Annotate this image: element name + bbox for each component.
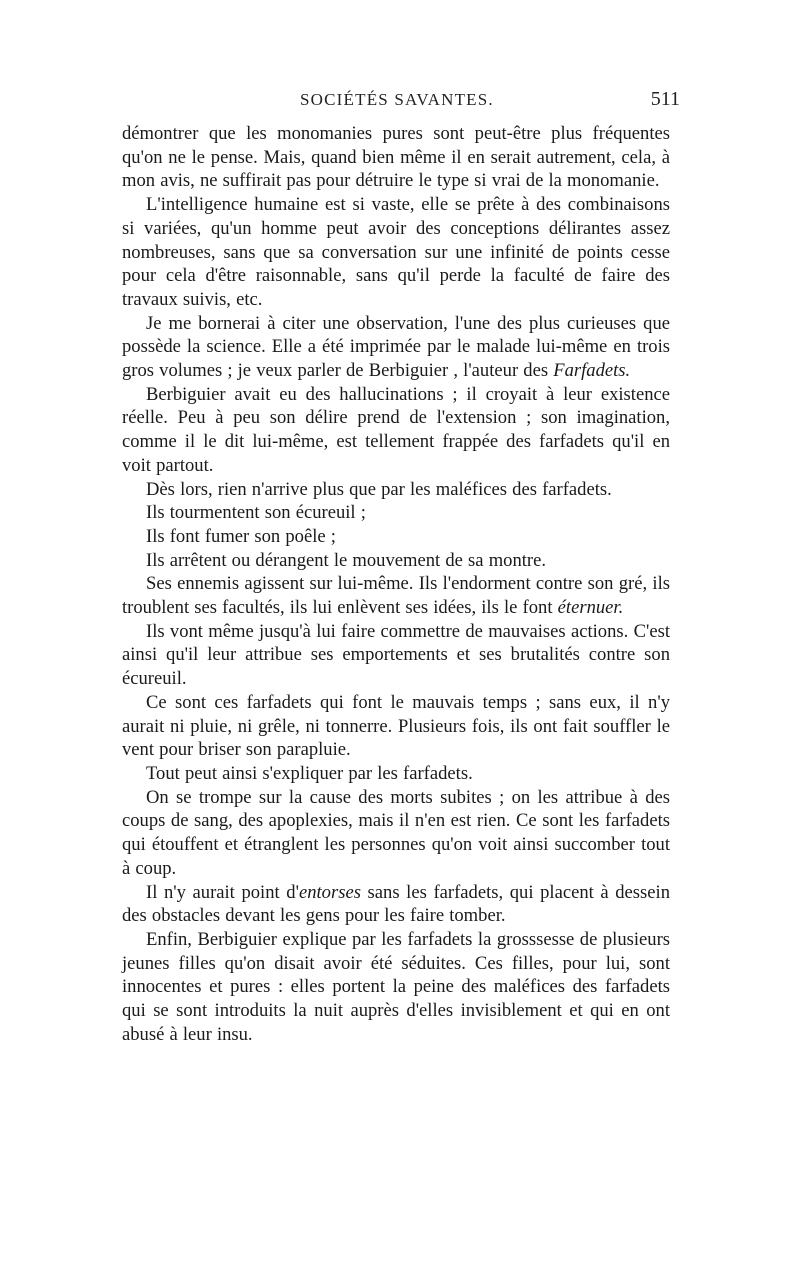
paragraph-text: Ses ennemis agissent sur lui-même. Ils l'endorment contre son gré, ils troublent ses facultés, ils lui enlèvent ses idées, ils le font xyxy=(122,573,670,619)
paragraph-15 xyxy=(122,928,670,1047)
paragraph-text: Ils vont même jusqu'à lui faire commettre de mauvaises actions. C'est ainsi qu'il leur attribue ses emportements et ses brutalités contre son écureuil. xyxy=(122,620,670,690)
paragraph-text: On se trompe sur la cause des morts subites ; on les attribue à des coups de sang, des apoplexies, mais il n'en est rien. Ce sont les farfadets qui étouffent et étranglent les personnes qu'on voit ainsi succomber tout à coup. xyxy=(122,786,670,879)
paragraph-text: Je me bornerai à citer une observation, l'une des plus curieuses que possède la science. Elle a été imprimée par le malade lui-même en trois gros volumes ; je veux parler de Berbiguier , l'auteur des xyxy=(122,312,670,382)
paragraph-9 xyxy=(122,572,670,619)
paragraph-text: Dès lors, rien n'arrive plus que par les maléfices des farfadets. xyxy=(146,478,612,500)
italic-word: entorses xyxy=(298,881,361,903)
body-text xyxy=(122,122,670,1046)
paragraph-text: Tout peut ainsi s'expliquer par les farfadets. xyxy=(146,762,473,784)
italic-word: éternuer. xyxy=(557,597,624,619)
paragraph-4 xyxy=(122,383,670,478)
paragraph-13 xyxy=(122,786,670,881)
running-title: SOCIÉTÉS SAVANTES. xyxy=(300,90,494,109)
paragraph-7 xyxy=(122,525,670,549)
paragraph-11 xyxy=(122,691,670,762)
paragraph-5 xyxy=(122,478,670,502)
running-head xyxy=(120,88,680,118)
paragraph-text: démontrer que les monomanies pures sont peut-être plus fréquentes qu'on ne le pense. Mais, quand bien même il en serait autrement, cela, à mon avis, ne suffirait pas pour détruire le type si vrai de la monomanie. xyxy=(122,123,670,192)
paragraph-text: Berbiguier avait eu des hallucinations ; il croyait à leur existence réelle. Peu à peu son délire prend de l'extension ; son imagination, comme il le dit lui-même, est tellement frappée des farfadets qu'il en voit partout. xyxy=(122,383,670,476)
paragraph-text-after: sans les farfadets, qui placent à dessein des obstacles devant les gens pour les faire tomber. xyxy=(122,881,670,927)
paragraph-text: L'intelligence humaine est si vaste, elle se prête à des combinaisons si variées, qu'un homme peut avoir des conceptions délirantes assez nombreuses, sans que sa conversation sur une infinité de points cesse pour cela d'être raisonnable, sans qu'il perde la faculté de faire des travaux suivis, etc. xyxy=(122,194,670,310)
paragraph-12 xyxy=(122,762,670,786)
paragraph-3 xyxy=(122,312,670,383)
italic-title: Farfadets. xyxy=(553,360,631,382)
page-number: 511 xyxy=(650,88,680,110)
paragraph-14 xyxy=(122,881,670,928)
paragraph-1 xyxy=(122,122,670,193)
paragraph-text: Ce sont ces farfadets qui font le mauvais temps ; sans eux, il n'y aurait ni pluie, ni grêle, ni tonnerre. Plusieurs fois, ils ont fait souffler le vent pour briser son parapluie. xyxy=(122,691,670,761)
paragraph-text: Ils font fumer son poêle ; xyxy=(146,525,336,547)
paragraph-8 xyxy=(122,549,670,573)
paragraph-2 xyxy=(122,193,670,312)
paragraph-text: Ils arrêtent ou dérangent le mouvement de sa montre. xyxy=(146,549,547,571)
paragraph-10 xyxy=(122,620,670,691)
paragraph-text: Il n'y aurait point d' xyxy=(146,881,299,903)
paragraph-6 xyxy=(122,501,670,525)
paragraph-text: Enfin, Berbiguier explique par les farfadets la grosssesse de plusieurs jeunes filles qu'on disait avoir été séduites. Ces filles, pour lui, sont innocentes et pures : elles portent la peine des maléfices des farfadets qui se sont introduits la nuit auprès d'elles invisiblement et qui en ont abusé à leur insu. xyxy=(122,928,670,1045)
paragraph-text: Ils tourmentent son écureuil ; xyxy=(146,502,366,524)
